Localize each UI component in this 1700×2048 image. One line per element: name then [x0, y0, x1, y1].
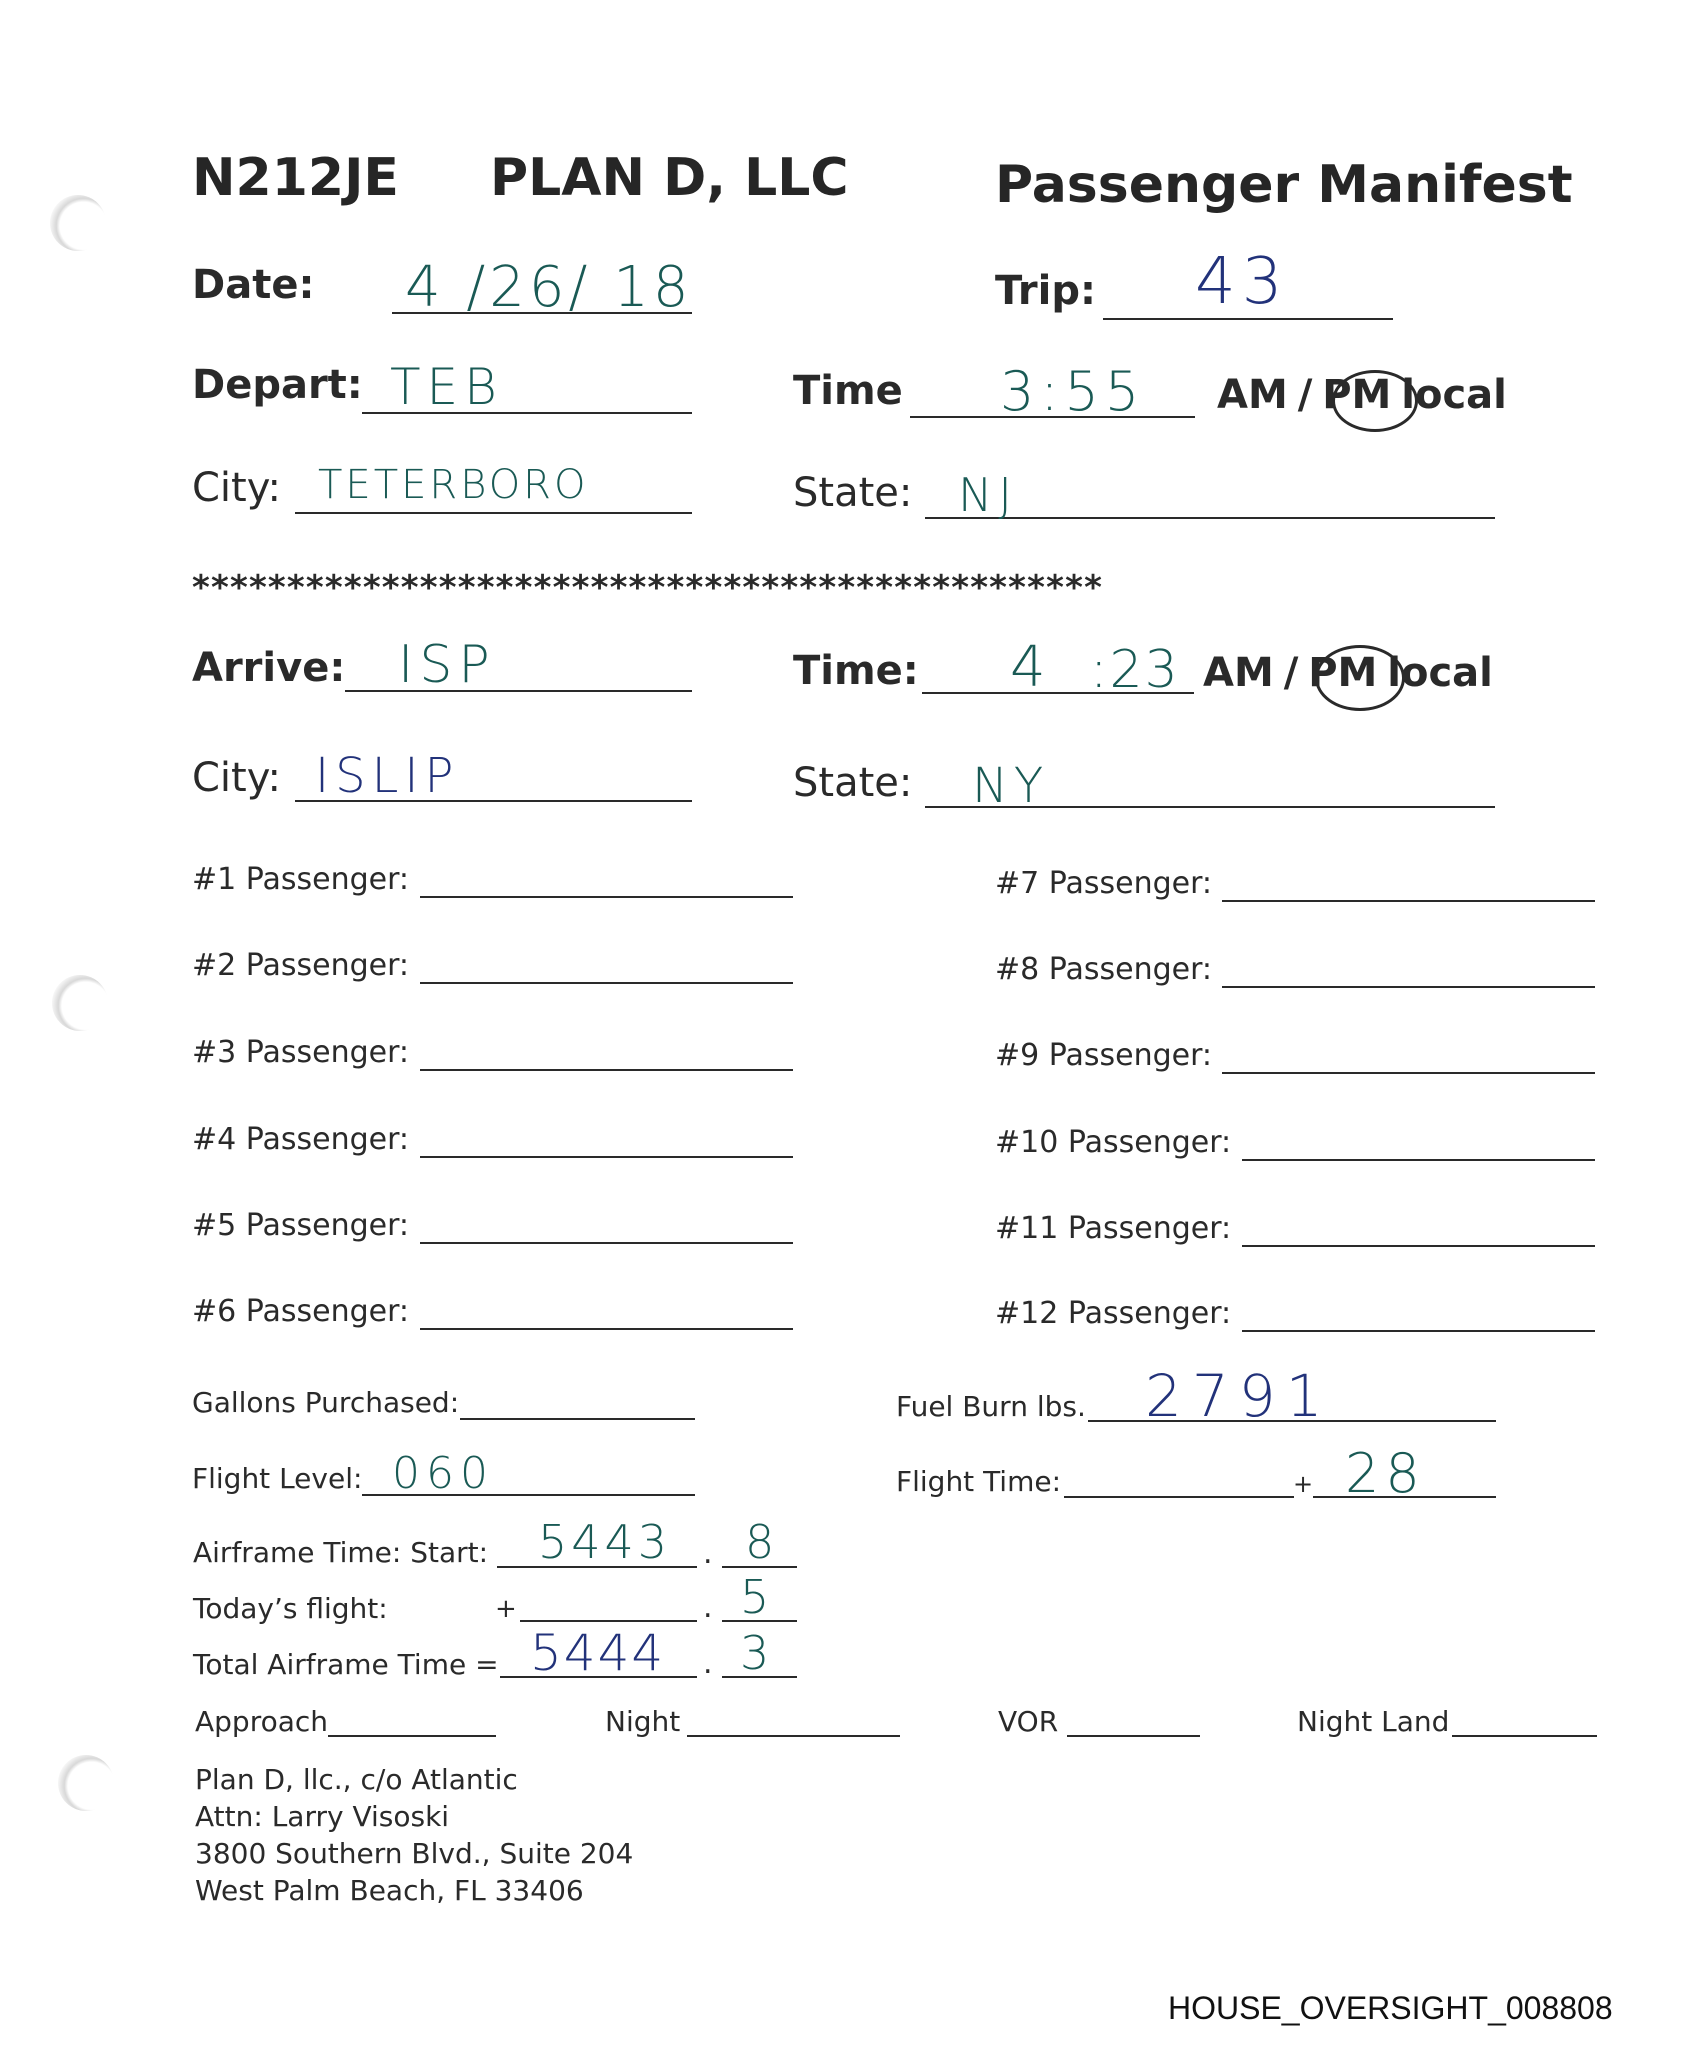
night-label: Night: [605, 1705, 681, 1738]
arrive-city-value: ISLIP: [315, 748, 460, 804]
passenger-2-label: #2 Passenger:: [192, 948, 410, 983]
passenger-7-line[interactable]: [1222, 900, 1595, 902]
passenger-9-line[interactable]: [1222, 1072, 1595, 1074]
depart-ampm: AM / PM local: [1217, 372, 1507, 418]
gallons-purchased-label: Gallons Purchased:: [192, 1386, 460, 1419]
airframe-start-dot: .: [703, 1536, 713, 1571]
passenger-4-label: #4 Passenger:: [192, 1122, 410, 1157]
total-airframe-label: Total Airframe Time =: [193, 1648, 499, 1681]
binder-hole-middle: [52, 975, 108, 1031]
address-line-1: Plan D, llc., c/o Atlantic: [195, 1763, 518, 1796]
total-airframe-whole: 5444: [530, 1624, 666, 1682]
depart-city-line: [295, 512, 692, 514]
passenger-6-line[interactable]: [420, 1328, 793, 1330]
passenger-6-label: #6 Passenger:: [192, 1294, 410, 1329]
passenger-10-line[interactable]: [1242, 1159, 1595, 1161]
tail-number: N212JE: [192, 148, 399, 208]
arrive-state-label: State:: [793, 760, 913, 806]
passenger-7-label: #7 Passenger:: [995, 866, 1213, 901]
airframe-start-label: Airframe Time: Start:: [193, 1536, 489, 1569]
night-land-label: Night Land: [1297, 1705, 1450, 1738]
passenger-10-label: #10 Passenger:: [995, 1125, 1232, 1160]
arrive-pm-circle: [1315, 645, 1405, 711]
depart-label: Depart:: [192, 362, 363, 408]
date-label: Date:: [192, 262, 315, 308]
night-land-line[interactable]: [1452, 1735, 1597, 1737]
flight-time-label: Flight Time:: [896, 1465, 1062, 1498]
depart-city-label: City:: [192, 465, 281, 511]
arrive-time-hour: 4: [1010, 635, 1052, 700]
passenger-4-line[interactable]: [420, 1156, 793, 1158]
passenger-1-label: #1 Passenger:: [192, 862, 410, 897]
airframe-start-whole: 5443: [538, 1515, 672, 1569]
trip-label: Trip:: [995, 268, 1096, 314]
flight-time-line[interactable]: [1064, 1496, 1294, 1498]
depart-value: TEB: [390, 358, 503, 416]
passenger-12-label: #12 Passenger:: [995, 1296, 1232, 1331]
company-name: PLAN D, LLC: [490, 148, 849, 208]
depart-time-label: Time: [793, 368, 903, 414]
arrive-state-value: NY: [972, 758, 1050, 814]
arrive-ampm: AM / PM local: [1203, 650, 1493, 696]
passenger-12-line[interactable]: [1242, 1330, 1595, 1332]
passenger-1-line[interactable]: [420, 896, 793, 898]
passenger-5-label: #5 Passenger:: [192, 1208, 410, 1243]
passenger-8-line[interactable]: [1222, 986, 1595, 988]
page-title: Passenger Manifest: [995, 155, 1573, 215]
todays-flight-tenth: 5: [740, 1570, 776, 1624]
arrive-time-minute: :23: [1090, 640, 1180, 700]
depart-state-value: NJ: [958, 468, 1018, 522]
passenger-3-label: #3 Passenger:: [192, 1035, 410, 1070]
passenger-11-label: #11 Passenger:: [995, 1211, 1232, 1246]
passenger-3-line[interactable]: [420, 1069, 793, 1071]
fuel-burn-label: Fuel Burn lbs.: [896, 1390, 1086, 1423]
todays-flight-line[interactable]: [520, 1620, 697, 1622]
todays-flight-label: Today’s flight:: [193, 1592, 388, 1625]
flight-level-label: Flight Level:: [192, 1462, 363, 1495]
address-line-4: West Palm Beach, FL 33406: [195, 1874, 584, 1907]
flight-level-value: 060: [392, 1448, 494, 1499]
address-line-2: Attn: Larry Visoski: [195, 1800, 450, 1833]
passenger-2-line[interactable]: [420, 982, 793, 984]
arrive-label: Arrive:: [192, 645, 346, 691]
passenger-8-label: #8 Passenger:: [995, 952, 1213, 987]
depart-state-label: State:: [793, 470, 913, 516]
arrive-value: ISP: [398, 635, 496, 695]
flight-time-plus: +: [1293, 1470, 1314, 1498]
depart-time-value: 3:55: [1000, 360, 1146, 423]
todays-flight-plus: +: [495, 1594, 517, 1624]
depart-pm-circle: [1332, 370, 1418, 432]
total-airframe-dot: .: [703, 1646, 713, 1681]
depart-city-value: TETERBORO: [318, 462, 589, 508]
vor-line[interactable]: [1067, 1735, 1200, 1737]
approach-line[interactable]: [328, 1735, 496, 1737]
gallons-purchased-line[interactable]: [460, 1418, 695, 1420]
passenger-5-line[interactable]: [420, 1242, 793, 1244]
passenger-11-line[interactable]: [1242, 1245, 1595, 1247]
address-line-3: 3800 Southern Blvd., Suite 204: [195, 1837, 634, 1870]
airframe-start-tenth: 8: [745, 1515, 781, 1569]
bates-number: HOUSE_OVERSIGHT_008808: [1168, 1990, 1613, 2026]
trip-value: 43: [1195, 245, 1289, 319]
separator-asterisks: ************************************************: [192, 568, 1104, 608]
vor-label: VOR: [998, 1705, 1059, 1738]
passenger-9-label: #9 Passenger:: [995, 1038, 1213, 1073]
todays-flight-dot: .: [703, 1590, 713, 1625]
approach-label: Approach: [195, 1705, 329, 1738]
arrive-city-label: City:: [192, 755, 281, 801]
night-line[interactable]: [687, 1735, 900, 1737]
binder-hole-top: [50, 195, 106, 251]
total-airframe-tenth: 3: [740, 1626, 776, 1680]
arrive-time-label: Time:: [793, 648, 919, 694]
binder-hole-bottom: [58, 1755, 114, 1811]
date-value: 4 /26/ 18: [405, 255, 693, 320]
fuel-burn-value: 2791: [1145, 1362, 1333, 1430]
flight-time-value: 28: [1345, 1442, 1426, 1505]
